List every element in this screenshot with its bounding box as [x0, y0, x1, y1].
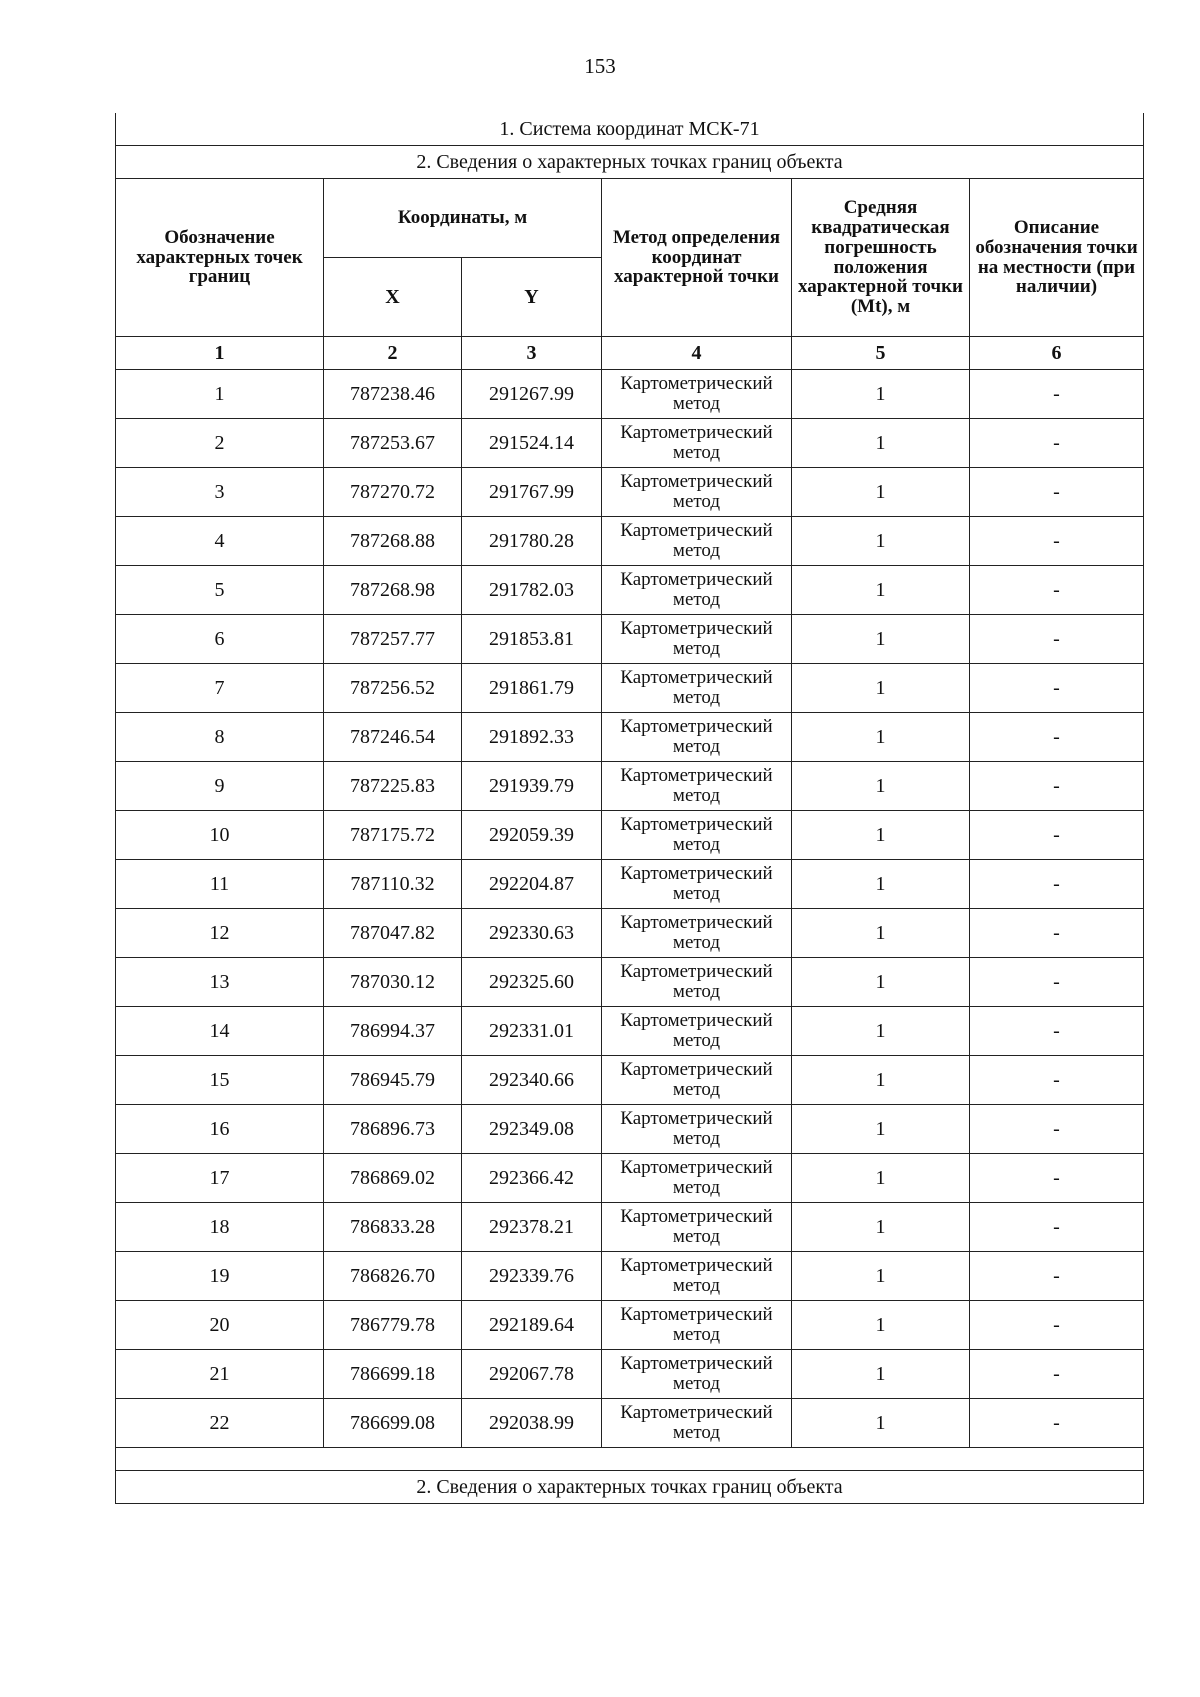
- mt-error: 1: [792, 1105, 970, 1154]
- point-number: 1: [116, 370, 324, 419]
- x-coordinate: 787270.72: [324, 468, 462, 517]
- column-number: 1: [116, 337, 324, 370]
- mt-error: 1: [792, 419, 970, 468]
- x-coordinate: 787257.77: [324, 615, 462, 664]
- method: Картометрический метод: [602, 517, 792, 566]
- mt-error: 1: [792, 615, 970, 664]
- mt-error: 1: [792, 1203, 970, 1252]
- table-row: [116, 468, 1144, 517]
- table-row: [116, 713, 1144, 762]
- column-number: 4: [602, 337, 792, 370]
- point-number: 15: [116, 1056, 324, 1105]
- point-number: 17: [116, 1154, 324, 1203]
- table-row: [116, 615, 1144, 664]
- description: -: [970, 664, 1144, 713]
- mt-error: 1: [792, 860, 970, 909]
- description: -: [970, 1056, 1144, 1105]
- section-title-row: [116, 146, 1144, 179]
- column-number: 3: [462, 337, 602, 370]
- method: Картометрический метод: [602, 1252, 792, 1301]
- y-coordinate: 292366.42: [462, 1154, 602, 1203]
- method: Картометрический метод: [602, 1203, 792, 1252]
- description: -: [970, 370, 1144, 419]
- point-number: 4: [116, 517, 324, 566]
- description: -: [970, 1007, 1144, 1056]
- method: Картометрический метод: [602, 1056, 792, 1105]
- y-coordinate: 292059.39: [462, 811, 602, 860]
- table-row: [116, 664, 1144, 713]
- method: Картометрический метод: [602, 1399, 792, 1448]
- description: -: [970, 566, 1144, 615]
- header-y: Y: [462, 258, 602, 337]
- x-coordinate: 786779.78: [324, 1301, 462, 1350]
- y-coordinate: 291939.79: [462, 762, 602, 811]
- table-row: [116, 811, 1144, 860]
- y-coordinate: 291524.14: [462, 419, 602, 468]
- coordinate-system-row: [116, 113, 1144, 146]
- header-method: Метод определения координат характерной точки: [602, 179, 792, 337]
- point-number: 7: [116, 664, 324, 713]
- x-coordinate: 787238.46: [324, 370, 462, 419]
- x-coordinate: 786869.02: [324, 1154, 462, 1203]
- method: Картометрический метод: [602, 419, 792, 468]
- point-number: 13: [116, 958, 324, 1007]
- page-number: 153: [584, 54, 616, 78]
- y-coordinate: 292038.99: [462, 1399, 602, 1448]
- x-coordinate: 786994.37: [324, 1007, 462, 1056]
- method: Картометрический метод: [602, 762, 792, 811]
- y-coordinate: 291267.99: [462, 370, 602, 419]
- mt-error: 1: [792, 909, 970, 958]
- description: -: [970, 419, 1144, 468]
- x-coordinate: 786699.18: [324, 1350, 462, 1399]
- mt-error: 1: [792, 958, 970, 1007]
- mt-error: 1: [792, 1350, 970, 1399]
- y-coordinate: 292204.87: [462, 860, 602, 909]
- method: Картометрический метод: [602, 1154, 792, 1203]
- description: -: [970, 1105, 1144, 1154]
- table-row: [116, 1007, 1144, 1056]
- table-row: [116, 1105, 1144, 1154]
- table-row: [116, 419, 1144, 468]
- point-number: 14: [116, 1007, 324, 1056]
- x-coordinate: 787047.82: [324, 909, 462, 958]
- description: -: [970, 713, 1144, 762]
- x-coordinate: 786826.70: [324, 1252, 462, 1301]
- mt-error: 1: [792, 370, 970, 419]
- description: -: [970, 615, 1144, 664]
- x-coordinate: 787246.54: [324, 713, 462, 762]
- y-coordinate: 291780.28: [462, 517, 602, 566]
- point-number: 5: [116, 566, 324, 615]
- method: Картометрический метод: [602, 1105, 792, 1154]
- point-number: 16: [116, 1105, 324, 1154]
- method: Картометрический метод: [602, 860, 792, 909]
- empty-row: [116, 1448, 1144, 1471]
- description: -: [970, 762, 1144, 811]
- y-coordinate: 291782.03: [462, 566, 602, 615]
- y-coordinate: 291767.99: [462, 468, 602, 517]
- footer-section-title: 2. Сведения о характерных точках границ объекта: [116, 1471, 1144, 1504]
- header-x: X: [324, 258, 462, 337]
- method: Картометрический метод: [602, 566, 792, 615]
- point-number: 2: [116, 419, 324, 468]
- footer-section-row: [116, 1471, 1144, 1504]
- header-coordinates: Координаты, м: [324, 179, 602, 258]
- table-row: [116, 909, 1144, 958]
- point-number: 6: [116, 615, 324, 664]
- point-number: 11: [116, 860, 324, 909]
- y-coordinate: 291861.79: [462, 664, 602, 713]
- mt-error: 1: [792, 566, 970, 615]
- table-row: [116, 1399, 1144, 1448]
- mt-error: 1: [792, 713, 970, 762]
- mt-error: 1: [792, 1252, 970, 1301]
- x-coordinate: 787256.52: [324, 664, 462, 713]
- mt-error: 1: [792, 1056, 970, 1105]
- section-title: 2. Сведения о характерных точках границ объекта: [116, 146, 1144, 179]
- y-coordinate: 292349.08: [462, 1105, 602, 1154]
- x-coordinate: 787268.88: [324, 517, 462, 566]
- point-number: 12: [116, 909, 324, 958]
- header-row-top: [116, 179, 1144, 258]
- column-number: 5: [792, 337, 970, 370]
- description: -: [970, 468, 1144, 517]
- point-number: 21: [116, 1350, 324, 1399]
- y-coordinate: 292330.63: [462, 909, 602, 958]
- point-number: 8: [116, 713, 324, 762]
- header-point-designation: Обозначение характерных точек границ: [116, 179, 324, 337]
- y-coordinate: 292331.01: [462, 1007, 602, 1056]
- column-number: 2: [324, 337, 462, 370]
- table-row: [116, 762, 1144, 811]
- mt-error: 1: [792, 517, 970, 566]
- point-number: 20: [116, 1301, 324, 1350]
- y-coordinate: 292067.78: [462, 1350, 602, 1399]
- description: -: [970, 1154, 1144, 1203]
- y-coordinate: 292339.76: [462, 1252, 602, 1301]
- mt-error: 1: [792, 1007, 970, 1056]
- description: -: [970, 1301, 1144, 1350]
- table-row: [116, 1154, 1144, 1203]
- table-row: [116, 860, 1144, 909]
- mt-error: 1: [792, 1399, 970, 1448]
- header-description: Описание обозначения точки на местности (при наличии): [970, 179, 1144, 337]
- description: -: [970, 909, 1144, 958]
- x-coordinate: 786945.79: [324, 1056, 462, 1105]
- point-number: 10: [116, 811, 324, 860]
- header-mt-error: Средняя квадратическая погрешность положения характерной точки (Mt), м: [792, 179, 970, 337]
- x-coordinate: 787268.98: [324, 566, 462, 615]
- boundary-points-table: [115, 113, 1144, 1504]
- table-row: [116, 1252, 1144, 1301]
- table-row: [116, 517, 1144, 566]
- description: -: [970, 1350, 1144, 1399]
- description: -: [970, 1252, 1144, 1301]
- description: -: [970, 1203, 1144, 1252]
- x-coordinate: 787253.67: [324, 419, 462, 468]
- point-number: 22: [116, 1399, 324, 1448]
- method: Картометрический метод: [602, 958, 792, 1007]
- x-coordinate: 787225.83: [324, 762, 462, 811]
- method: Картометрический метод: [602, 468, 792, 517]
- point-number: 9: [116, 762, 324, 811]
- method: Картометрический метод: [602, 1301, 792, 1350]
- mt-error: 1: [792, 811, 970, 860]
- description: -: [970, 860, 1144, 909]
- table-row: [116, 1203, 1144, 1252]
- method: Картометрический метод: [602, 615, 792, 664]
- method: Картометрический метод: [602, 370, 792, 419]
- column-numbers-row: [116, 337, 1144, 370]
- y-coordinate: 291892.33: [462, 713, 602, 762]
- empty-cell: [116, 1448, 1144, 1471]
- description: -: [970, 811, 1144, 860]
- method: Картометрический метод: [602, 713, 792, 762]
- description: -: [970, 958, 1144, 1007]
- table-row: [116, 958, 1144, 1007]
- mt-error: 1: [792, 762, 970, 811]
- description: -: [970, 1399, 1144, 1448]
- x-coordinate: 786896.73: [324, 1105, 462, 1154]
- coordinate-system-label: 1. Система координат МСК-71: [116, 113, 1144, 146]
- point-number: 18: [116, 1203, 324, 1252]
- x-coordinate: 787030.12: [324, 958, 462, 1007]
- table-row: [116, 370, 1144, 419]
- point-number: 19: [116, 1252, 324, 1301]
- y-coordinate: 291853.81: [462, 615, 602, 664]
- table-row: [116, 1350, 1144, 1399]
- mt-error: 1: [792, 468, 970, 517]
- method: Картометрический метод: [602, 1007, 792, 1056]
- table-row: [116, 1056, 1144, 1105]
- y-coordinate: 292325.60: [462, 958, 602, 1007]
- y-coordinate: 292340.66: [462, 1056, 602, 1105]
- y-coordinate: 292378.21: [462, 1203, 602, 1252]
- mt-error: 1: [792, 664, 970, 713]
- x-coordinate: 787110.32: [324, 860, 462, 909]
- x-coordinate: 787175.72: [324, 811, 462, 860]
- y-coordinate: 292189.64: [462, 1301, 602, 1350]
- method: Картометрический метод: [602, 909, 792, 958]
- x-coordinate: 786833.28: [324, 1203, 462, 1252]
- method: Картометрический метод: [602, 1350, 792, 1399]
- description: -: [970, 517, 1144, 566]
- table-row: [116, 1301, 1144, 1350]
- column-number: 6: [970, 337, 1144, 370]
- point-number: 3: [116, 468, 324, 517]
- x-coordinate: 786699.08: [324, 1399, 462, 1448]
- method: Картометрический метод: [602, 811, 792, 860]
- method: Картометрический метод: [602, 664, 792, 713]
- mt-error: 1: [792, 1154, 970, 1203]
- table-row: [116, 566, 1144, 615]
- mt-error: 1: [792, 1301, 970, 1350]
